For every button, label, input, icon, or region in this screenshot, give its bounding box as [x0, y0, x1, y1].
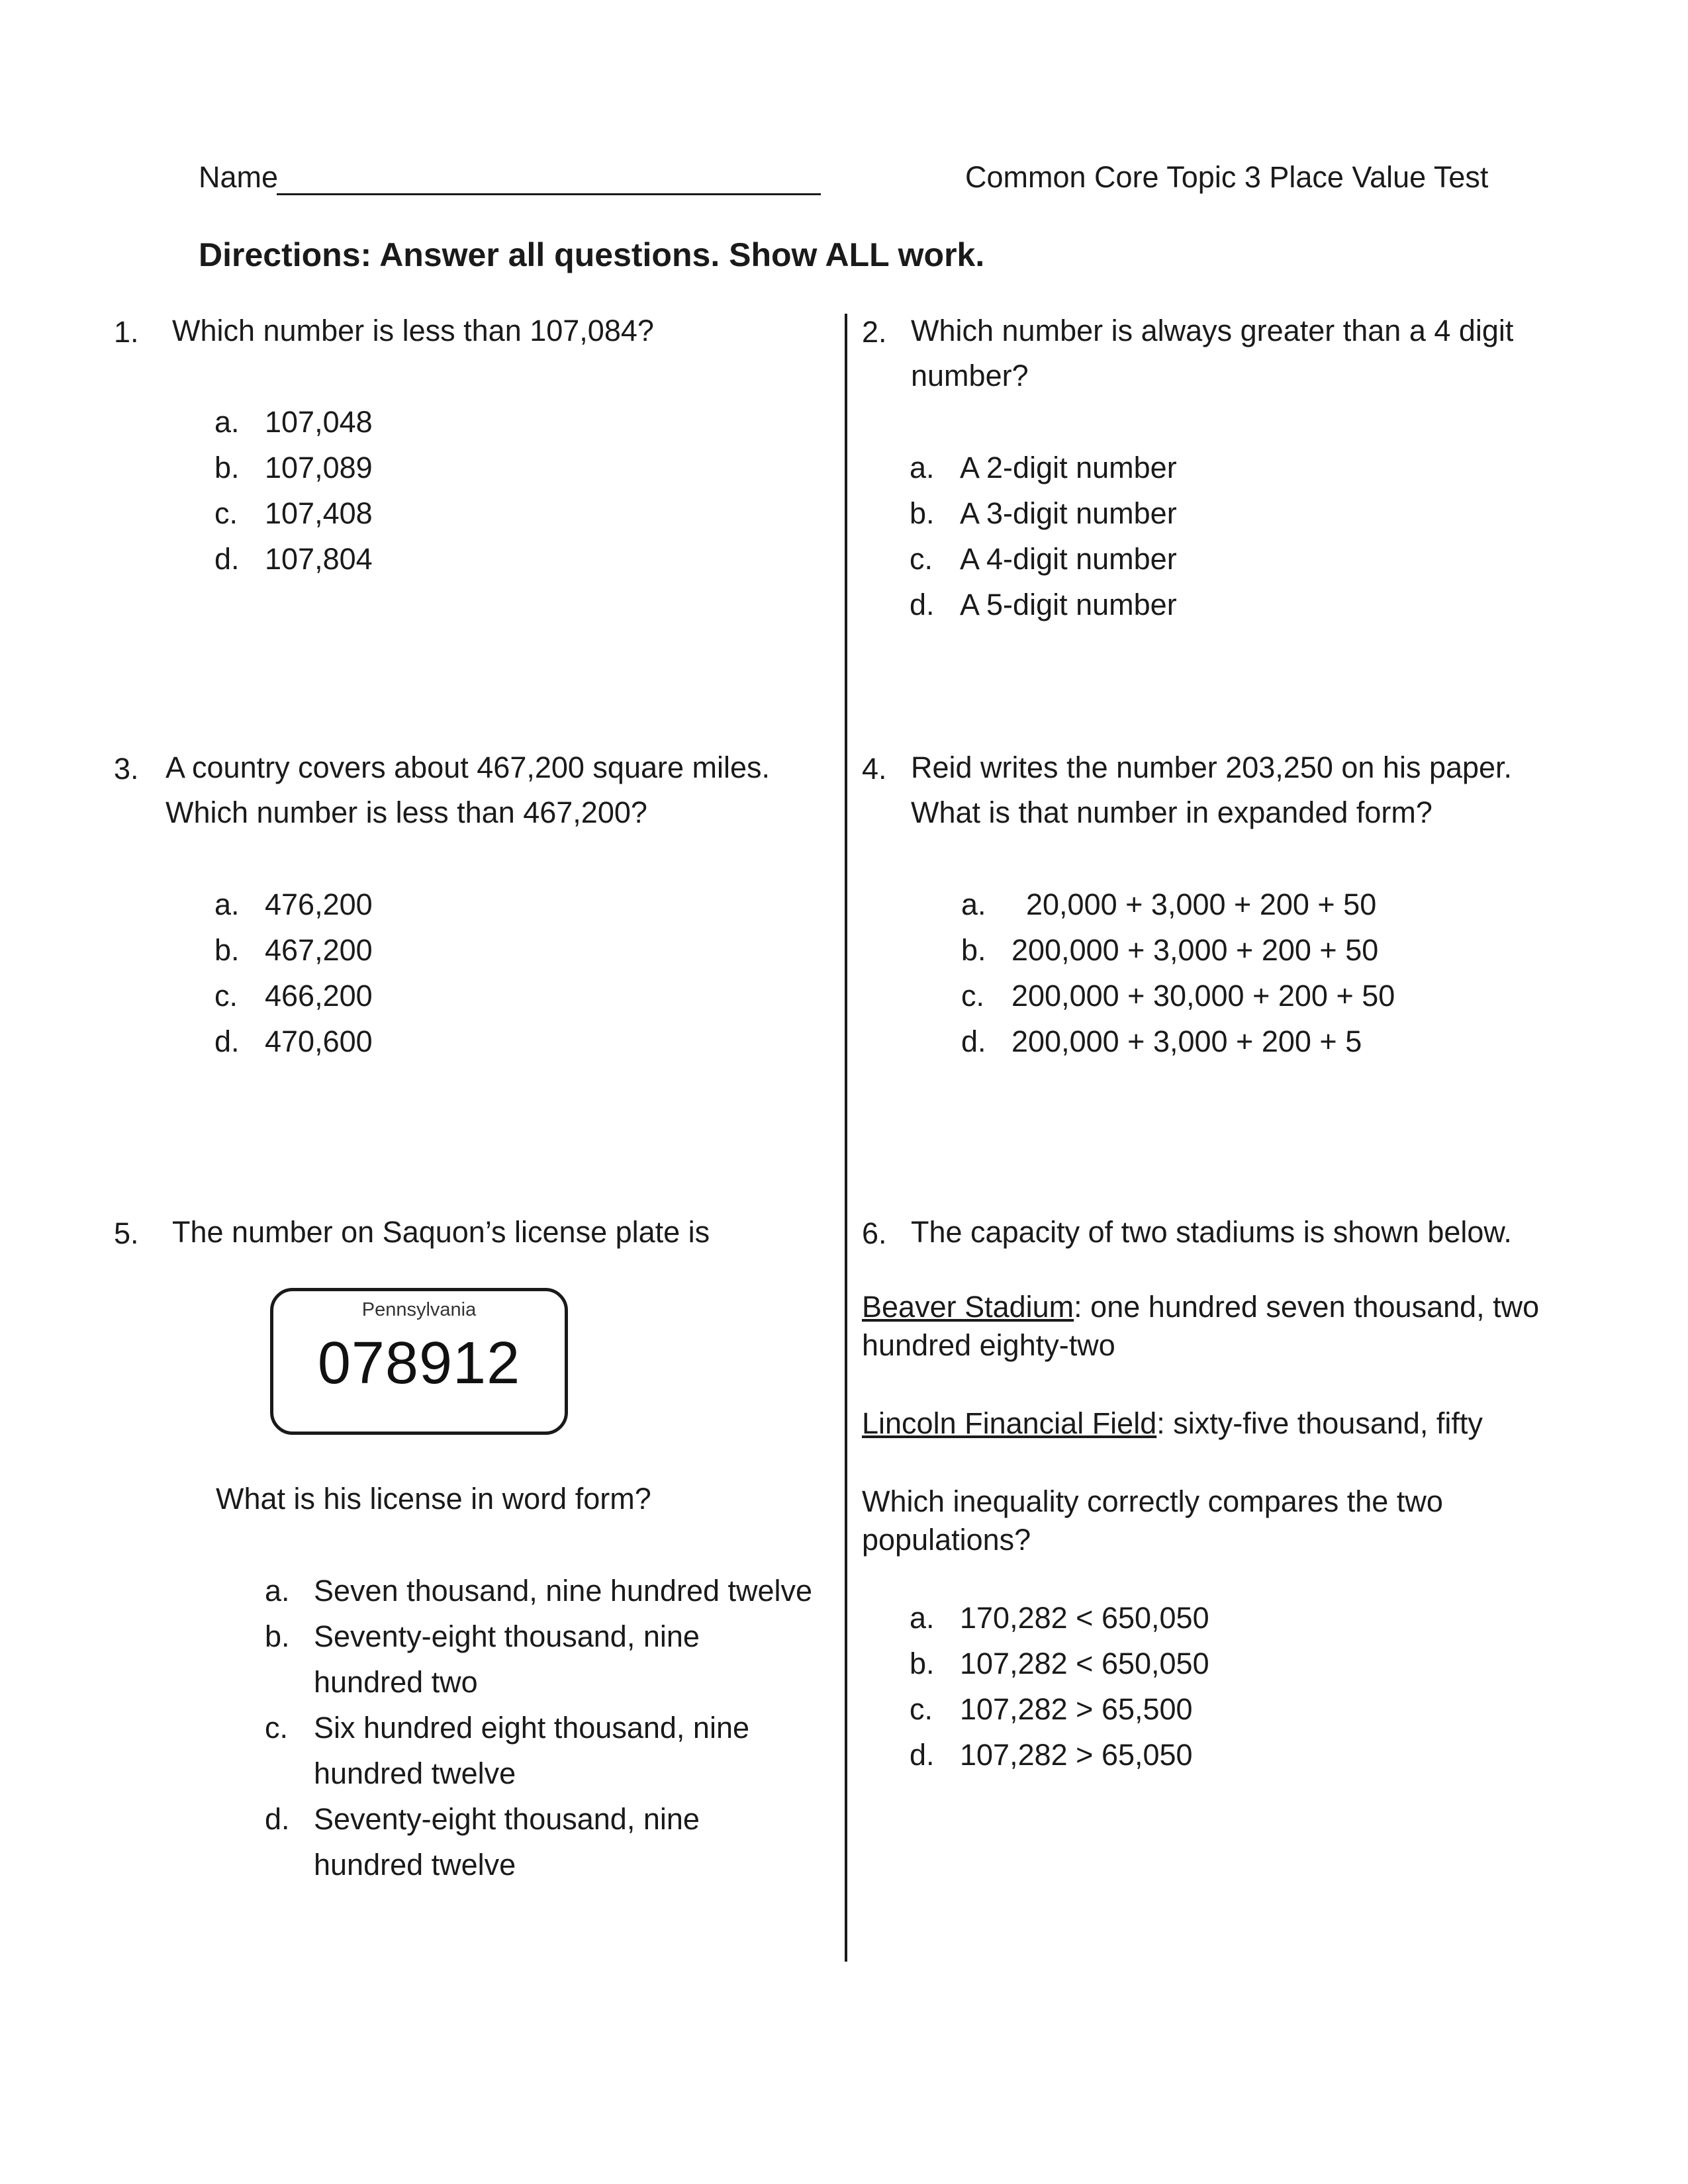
option-text[interactable]: A 2-digit number — [960, 451, 1177, 484]
question-number: 4. — [862, 752, 887, 786]
option-text[interactable]: 107,408 — [265, 496, 373, 530]
option-text[interactable]: 107,048 — [265, 405, 373, 439]
test-title: Common Core Topic 3 Place Value Test — [965, 160, 1489, 194]
question-number: 3. — [114, 752, 139, 786]
option-letter[interactable]: c. — [214, 979, 238, 1013]
option-text[interactable]: 170,282 < 650,050 — [960, 1601, 1209, 1635]
license-plate — [270, 1288, 568, 1435]
option-text[interactable]: hundred twelve — [314, 1756, 516, 1790]
option-text[interactable]: Seven thousand, nine hundred twelve — [314, 1574, 813, 1608]
name-label: Name — [199, 160, 279, 194]
option-text[interactable]: 467,200 — [265, 933, 373, 967]
option-text[interactable]: Seventy-eight thousand, nine — [314, 1802, 700, 1836]
option-letter[interactable]: a. — [910, 1601, 935, 1635]
question-text: A country covers about 467,200 square miles. — [165, 751, 771, 784]
question-text: Which number is always greater than a 4 digit — [911, 314, 1514, 347]
question-number: 5. — [114, 1216, 139, 1250]
option-text[interactable]: 466,200 — [265, 979, 373, 1013]
question-text: The capacity of two stadiums is shown below. — [911, 1215, 1512, 1249]
option-letter[interactable]: b. — [961, 933, 986, 967]
option-letter[interactable]: d. — [910, 588, 935, 621]
option-text[interactable]: 200,000 + 3,000 + 200 + 5 — [1011, 1024, 1362, 1058]
option-letter[interactable]: c. — [214, 496, 238, 530]
option-text[interactable]: 107,282 > 65,050 — [960, 1738, 1193, 1772]
option-letter[interactable]: b. — [214, 933, 240, 967]
question-number: 6. — [862, 1216, 887, 1250]
option-text[interactable]: 20,000 + 3,000 + 200 + 50 — [1026, 887, 1377, 921]
question-text: Reid writes the number 203,250 on his paper. — [911, 751, 1513, 784]
option-letter[interactable]: b. — [265, 1619, 290, 1653]
option-letter[interactable]: a. — [910, 451, 935, 484]
question-prompt: What is his license in word form? — [216, 1482, 651, 1516]
question-text: number? — [911, 359, 1029, 392]
plate-number: 078912 — [317, 1330, 521, 1396]
option-text[interactable]: 476,200 — [265, 887, 373, 921]
option-letter[interactable]: b. — [910, 1647, 935, 1680]
option-text[interactable]: 107,282 > 65,500 — [960, 1692, 1193, 1726]
question-number: 1. — [114, 315, 139, 349]
stadium-1-line-2: hundred eighty-two — [862, 1328, 1115, 1362]
option-letter[interactable]: d. — [265, 1802, 290, 1836]
column-divider — [845, 314, 847, 1962]
option-letter[interactable]: d. — [910, 1738, 935, 1772]
option-text[interactable]: A 5-digit number — [960, 588, 1177, 621]
option-text[interactable]: hundred two — [314, 1665, 478, 1699]
question-prompt: populations? — [862, 1523, 1031, 1557]
option-letter[interactable]: d. — [961, 1024, 986, 1058]
option-text[interactable]: Six hundred eight thousand, nine — [314, 1711, 749, 1745]
directions: Directions: Answer all questions. Show ALL work. — [199, 236, 985, 273]
stadium-1-line-1 — [862, 1289, 1539, 1325]
question-text: Which number is less than 467,200? — [165, 796, 647, 829]
question-text: What is that number in expanded form? — [911, 796, 1432, 829]
option-text[interactable]: 200,000 + 3,000 + 200 + 50 — [1011, 933, 1379, 967]
option-letter[interactable]: b. — [910, 496, 935, 530]
question-text: Which number is less than 107,084? — [172, 314, 654, 347]
question-prompt: Which inequality correctly compares the two — [862, 1484, 1443, 1518]
option-letter[interactable]: a. — [961, 887, 986, 921]
plate-state: Pennsylvania — [361, 1299, 477, 1320]
question-text: The number on Saquon’s license plate is — [172, 1215, 710, 1249]
question-number: 2. — [862, 315, 887, 349]
option-letter[interactable]: c. — [265, 1711, 289, 1745]
stadium-1-desc: : one hundred seven thousand, two — [1074, 1290, 1540, 1324]
option-letter[interactable]: c. — [961, 979, 985, 1013]
option-text[interactable]: 107,804 — [265, 542, 373, 576]
option-letter[interactable]: a. — [214, 887, 240, 921]
option-letter[interactable]: a. — [214, 405, 240, 439]
option-text[interactable]: A 3-digit number — [960, 496, 1177, 530]
option-text[interactable]: 200,000 + 30,000 + 200 + 50 — [1011, 979, 1395, 1013]
option-text[interactable]: 107,089 — [265, 451, 373, 484]
option-letter[interactable]: a. — [265, 1574, 290, 1608]
option-letter[interactable]: d. — [214, 1024, 240, 1058]
option-text[interactable]: 470,600 — [265, 1024, 373, 1058]
option-text[interactable]: hundred twelve — [314, 1848, 516, 1882]
option-text[interactable]: 107,282 < 650,050 — [960, 1647, 1209, 1680]
stadium-2-line — [862, 1406, 1483, 1441]
option-letter[interactable]: c. — [910, 1692, 933, 1726]
option-letter[interactable]: b. — [214, 451, 240, 484]
stadium-2-desc: : sixty-five thousand, fifty — [1156, 1406, 1483, 1440]
option-text[interactable]: Seventy-eight thousand, nine — [314, 1619, 700, 1653]
stadium-2-name: Lincoln Financial Field — [862, 1406, 1157, 1440]
option-text[interactable]: A 4-digit number — [960, 542, 1177, 576]
option-letter[interactable]: c. — [910, 542, 933, 576]
stadium-1-name: Beaver Stadium — [862, 1290, 1074, 1324]
option-letter[interactable]: d. — [214, 542, 240, 576]
name-input-line[interactable] — [277, 193, 821, 195]
